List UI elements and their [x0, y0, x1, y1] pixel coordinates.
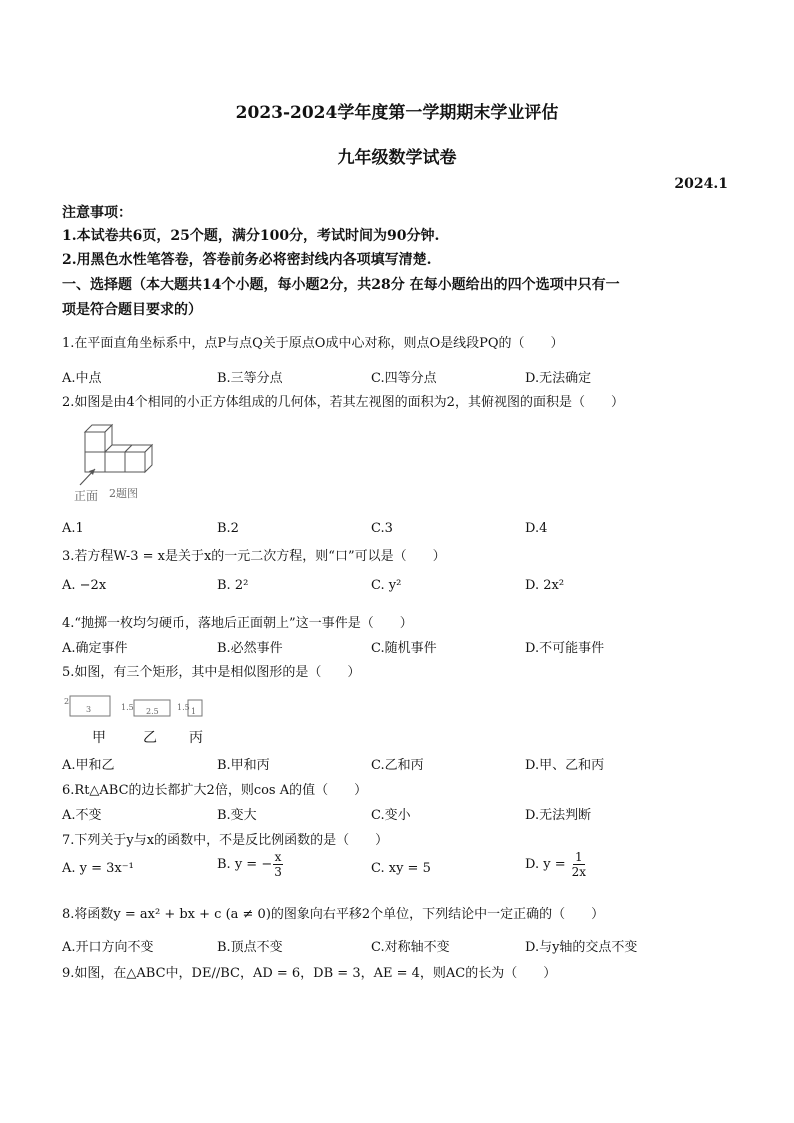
- question-1-option-c: C.四等分点: [371, 371, 437, 386]
- rect-jia-label: 甲: [92, 730, 106, 746]
- question-5-option-d: D.甲、乙和丙: [525, 758, 605, 773]
- question-3-option-c: C. y²: [371, 578, 402, 593]
- question-5-option-a: A.甲和乙: [62, 758, 115, 773]
- question-4-option-c: C.随机事件: [371, 641, 437, 656]
- exam-title: 2023-2024学年度第一学期期末学业评估: [235, 103, 559, 123]
- question-7-option-b-prefix: B. y = −: [217, 857, 273, 872]
- question-8-option-d: D.与y轴的交点不变: [525, 940, 638, 955]
- rect-yi-label: 乙: [143, 730, 157, 746]
- question-2-option-c: C.3: [371, 521, 393, 536]
- question-4-stem: 4.“抛掷一枚均匀硬币，落地后正面朝上”这一事件是（ ）: [62, 616, 413, 631]
- rect-bing-label: 丙: [189, 730, 203, 746]
- fraction-denominator: 3: [274, 865, 282, 879]
- question-7-option-d-fraction: [570, 850, 588, 879]
- question-4-option-d: D.不可能事件: [525, 641, 605, 656]
- notice-heading: 注意事项：: [62, 205, 132, 221]
- rect-jia-width: 3: [86, 705, 92, 714]
- rect-jia-height: 2: [64, 697, 70, 706]
- question-2-option-a: A.1: [62, 521, 84, 536]
- rect-bing-height: 1.5: [177, 703, 190, 712]
- question-5-stem: 5.如图，有三个矩形，其中是相似图形的是（ ）: [62, 665, 361, 680]
- question-6-option-a: A.不变: [62, 808, 102, 823]
- question-2-front-label: 正面: [74, 489, 99, 503]
- fraction-numerator: 1: [574, 850, 583, 864]
- question-4-option-b: B.必然事件: [217, 641, 283, 656]
- question-7-option-d: [525, 850, 588, 879]
- question-8-option-b: B.顶点不变: [217, 940, 283, 955]
- rect-yi-width: 2.5: [146, 707, 159, 716]
- question-6-stem: 6.Rt△ABC的边长都扩大2倍，则cos A的值（ ）: [62, 783, 368, 798]
- question-8-stem: 8.将函数y = ax² + bx + c (a ≠ 0)的图象向右平移2个单位，下列结论中一定正确的（ ）: [62, 907, 605, 922]
- question-4-option-a: A.确定事件: [62, 641, 128, 656]
- question-6-option-b: B.变大: [217, 808, 257, 823]
- notice-line-2: 2.用黑色水性笔答卷，答卷前务必将密封线内各项填写清楚.: [62, 252, 432, 268]
- fraction-denominator: 2x: [571, 865, 586, 879]
- question-1-stem: 1.在平面直角坐标系中，点P与点Q关于原点O成中心对称，则点O是线段PQ的（ ）: [62, 336, 564, 351]
- question-7-option-d-prefix: D. y =: [525, 857, 566, 872]
- question-7-option-c: C. xy = 5: [371, 861, 431, 876]
- question-1-option-d: D.无法确定: [525, 371, 592, 386]
- question-6-option-d: D.无法判断: [525, 808, 592, 823]
- question-7-stem: 7.下列关于y与x的函数中，不是反比例函数的是（ ）: [62, 833, 389, 848]
- question-9-stem: 9.如图，在△ABC中，DE//BC，AD = 6，DB = 3，AE = 4，则AC的长为（ ）: [62, 966, 557, 981]
- question-7-option-b-fraction: [272, 850, 284, 879]
- section-heading-line-1: 一、选择题（本大题共14个小题，每小题2分，共28分 在每小题给出的四个选项中只有一: [62, 277, 620, 293]
- question-2-figure-caption: 2题图: [109, 487, 138, 500]
- notice-line-1: 1.本试卷共6页，25个题，满分100分，考试时间为90分钟.: [62, 228, 440, 244]
- question-1-option-a: A.中点: [62, 371, 102, 386]
- section-heading-line-2: 项是符合题目要求的）: [62, 302, 202, 318]
- question-3-option-d: D. 2x²: [525, 578, 565, 593]
- question-2-option-b: B.2: [217, 521, 239, 536]
- exam-subtitle: 九年级数学试卷: [337, 148, 457, 168]
- question-7-option-a: A. y = 3x⁻¹: [62, 861, 134, 876]
- question-7-option-b: [217, 850, 284, 879]
- question-6-option-c: C.变小: [371, 808, 411, 823]
- question-3-option-b: B. 2²: [217, 578, 249, 593]
- exam-date: 2024.1: [674, 176, 728, 192]
- question-8-option-c: C.对称轴不变: [371, 940, 450, 955]
- rect-bing-width: 1: [191, 707, 197, 716]
- question-1-option-b: B.三等分点: [217, 371, 283, 386]
- question-2-stem: 2.如图是由4个相同的小正方体组成的几何体，若其左视图的面积为2，其俯视图的面积是（ ）: [62, 395, 624, 410]
- rect-yi-height: 1.5: [121, 703, 134, 712]
- question-3-option-a: A. −2x: [62, 578, 107, 593]
- question-3-stem: 3.若方程W-3 = x是关于x的一元二次方程，则“口”可以是（ ）: [62, 549, 446, 564]
- question-5-option-c: C.乙和丙: [371, 758, 424, 773]
- question-5-option-b: B.甲和丙: [217, 758, 270, 773]
- question-8-option-a: A.开口方向不变: [62, 940, 154, 955]
- fraction-numerator: x: [274, 850, 282, 864]
- question-2-option-d: D.4: [525, 521, 548, 536]
